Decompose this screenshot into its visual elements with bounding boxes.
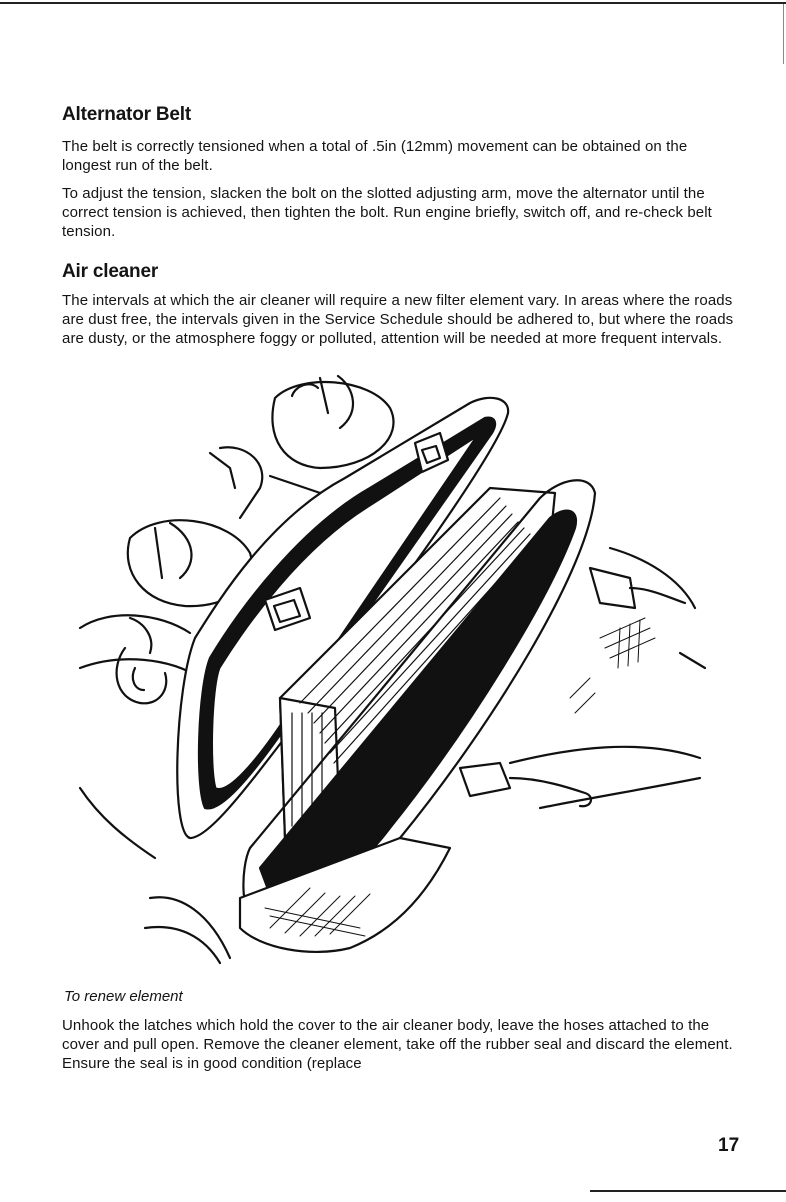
paragraph-belt-tension: The belt is correctly tensioned when a total of .5in (12mm) movement can be obtained on the longest run of the belt.: [62, 138, 688, 174]
page-number: 17: [718, 1135, 740, 1156]
paragraph-renew-element: Unhook the latches which hold the cover to the air cleaner body, leave the hoses attached to the cover and pull open. Remove the cleaner element, take off the rubber seal and discard the element. Ensure the seal is in good condition (replace: [62, 1017, 733, 1072]
edge-rule: [783, 4, 784, 64]
heading-alternator-belt: Alternator Belt: [62, 104, 191, 125]
paragraph-adjust-tension: To adjust the tension, slacken the bolt on the slotted adjusting arm, move the alternator until the correct tension is achieved, then tighten the bolt. Run engine briefly, switch off, and re-check belt tension.: [62, 185, 712, 240]
figure-caption: To renew element: [64, 988, 183, 1005]
heading-air-cleaner: Air cleaner: [62, 261, 159, 282]
air-cleaner-illustration: [70, 368, 710, 968]
bottom-rule: [590, 1190, 786, 1192]
top-rule: [0, 2, 786, 4]
paragraph-air-cleaner-intervals: The intervals at which the air cleaner will require a new filter element vary. In areas where the roads are dust free, the intervals given in the Service Schedule should be adhered to, but where the roads are dusty, or the atmosphere foggy or polluted, attention will be needed at more frequent intervals.: [62, 292, 734, 347]
